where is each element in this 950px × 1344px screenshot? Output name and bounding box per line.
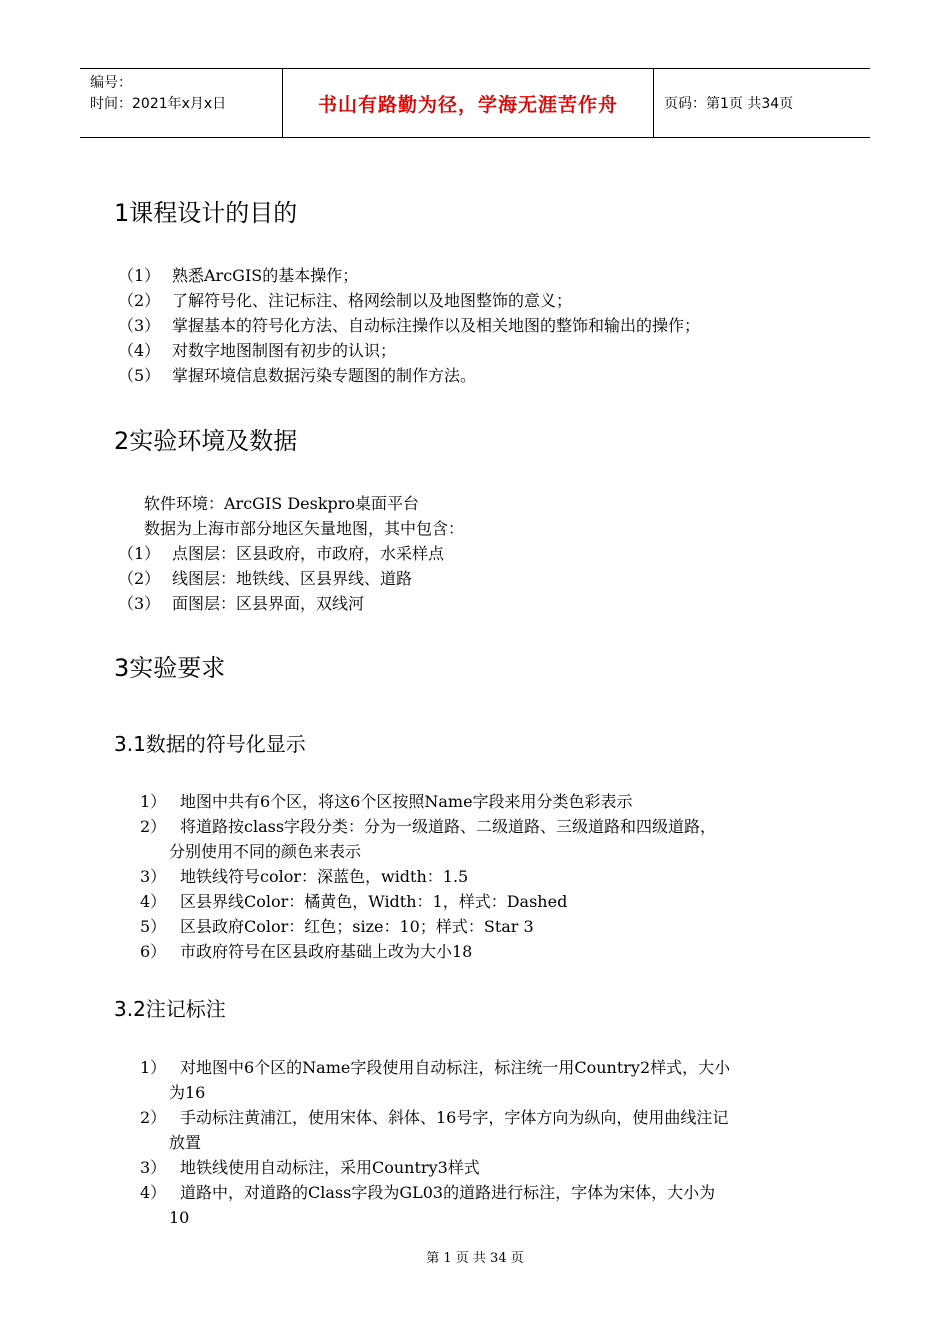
section-3-1-title: 3.1数据的符号化显示 bbox=[114, 732, 306, 756]
section-3-1-list bbox=[140, 789, 860, 964]
list-item: （4） 对数字地图制图有初步的认识； bbox=[118, 341, 397, 360]
list-item: 2） 将道路按class字段分类：分为一级道路、二级道路、三级道路和四级道路， 分别使用不同的颜色来表示 bbox=[140, 817, 717, 861]
list-item: （2） 线图层：地铁线、区县界线、道路 bbox=[118, 569, 413, 588]
list-item: 3） 地铁线符号color：深蓝色，width：1.5 bbox=[140, 867, 469, 886]
section-1-list bbox=[118, 263, 700, 388]
section-3-2-title: 3.2注记标注 bbox=[114, 997, 226, 1021]
header-motto: 书山有路勤为径，学海无涯苦作舟 bbox=[282, 69, 654, 137]
list-item: 3） 地铁线使用自动标注，采用Country3样式 bbox=[140, 1158, 480, 1177]
number-label: 编号： bbox=[90, 75, 132, 91]
list-item: 5） 区县政府Color：红色；size：10；样式：Star 3 bbox=[140, 917, 534, 936]
section-3-title: 3实验要求 bbox=[114, 654, 226, 682]
list-item: （3） 掌握基本的符号化方法、自动标注操作以及相关地图的整饰和输出的操作； bbox=[118, 316, 701, 335]
list-item: 4） 区县界线Color：橘黄色，Width：1，样式：Dashed bbox=[140, 892, 568, 911]
list-item: （3） 面图层：区县界面，双线河 bbox=[118, 594, 365, 613]
list-item: （2） 了解符号化、注记标注、格网绘制以及地图整饰的意义； bbox=[118, 291, 573, 310]
data-intro-text: 数据为上海市部分地区矢量地图，其中包含： bbox=[144, 519, 465, 538]
header-page-info: 页码：第1页 共34页 bbox=[664, 96, 794, 112]
list-item: 1） 地图中共有6个区，将这6个区按照Name字段来用分类色彩表示 bbox=[140, 792, 633, 811]
section-3-2-list bbox=[140, 1055, 860, 1230]
list-item: 6） 市政府符号在区县政府基础上改为大小18 bbox=[140, 942, 473, 961]
section-2-title: 2实验环境及数据 bbox=[114, 427, 298, 455]
section-1-title: 1课程设计的目的 bbox=[114, 199, 298, 227]
page-footer: 第 1 页 共 34 页 bbox=[426, 1251, 524, 1266]
list-item: （1） 熟悉ArcGIS的基本操作； bbox=[118, 266, 359, 285]
list-item: 1） 对地图中6个区的Name字段使用自动标注，标注统一用Country2样式，大小 为16 bbox=[140, 1058, 731, 1102]
header-meta bbox=[80, 69, 282, 137]
software-env-text: 软件环境：ArcGIS Deskpro桌面平台 bbox=[144, 494, 420, 513]
list-item: （1） 点图层：区县政府，市政府，水采样点 bbox=[118, 544, 445, 563]
list-item: 4） 道路中，对道路的Class字段为GL03的道路进行标注，字体为宋体，大小为 10 bbox=[140, 1183, 716, 1227]
section-2-list bbox=[118, 541, 444, 616]
list-item: 2） 手动标注黄浦江，使用宋体、斜体、16号字，字体方向为纵向，使用曲线注记 放置 bbox=[140, 1108, 729, 1152]
time-label: 时间：2021年x月x日 bbox=[90, 96, 227, 112]
page-header bbox=[80, 68, 870, 138]
list-item: （5） 掌握环境信息数据污染专题图的制作方法。 bbox=[118, 366, 477, 385]
